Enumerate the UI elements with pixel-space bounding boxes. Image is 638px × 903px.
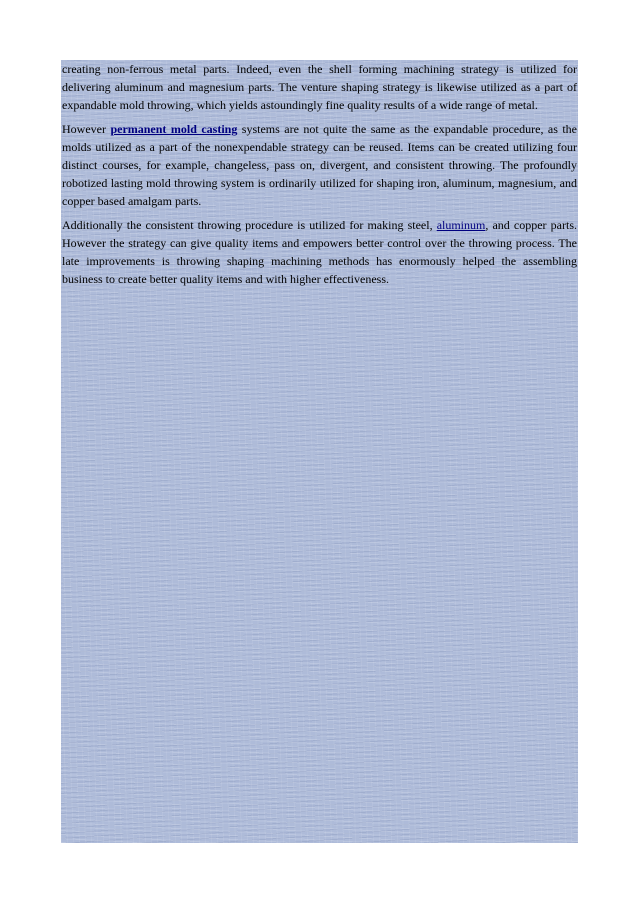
paragraph-1-text: creating non-ferrous metal parts. Indeed, even the shell forming machining strategy is utilized for delivering aluminum and magnesium parts. The venture shaping strategy is likewise utilized as a part of expandable mold throwing, which yields astoundingly fine quality results of a wide range of metal. xyxy=(62,62,577,112)
paragraph-3 xyxy=(62,216,577,288)
paragraph-3-lead: Additionally the consistent throwing procedure is utilized for making steel, xyxy=(62,218,437,232)
article-body xyxy=(61,60,578,294)
paragraph-2-rest: systems are not quite the same as the expandable procedure, as the molds utilized as a part of the nonexpendable strategy can be reused. Items can be created utilizing four distinct courses, for example, changeless, pass on, divergent, and consistent throwing. The profoundly robotized lasting mold throwing system is ordinarily utilized for shaping iron, aluminum, magnesium, and copper based amalgam parts. xyxy=(62,122,577,208)
permanent-mold-casting-link[interactable]: permanent mold casting xyxy=(110,122,238,136)
paragraph-2-lead: However xyxy=(62,122,111,136)
aluminum-link[interactable]: aluminum xyxy=(436,218,486,232)
paragraph-2 xyxy=(62,120,577,210)
paragraph-3-rest: , and copper parts. However the strategy can give quality items and empowers better control over the throwing process. The late improvements is throwing shaping machining methods has enormously helped the assembling business to create better quality items and with higher effectiveness. xyxy=(62,218,577,286)
paragraph-1 xyxy=(62,60,577,114)
